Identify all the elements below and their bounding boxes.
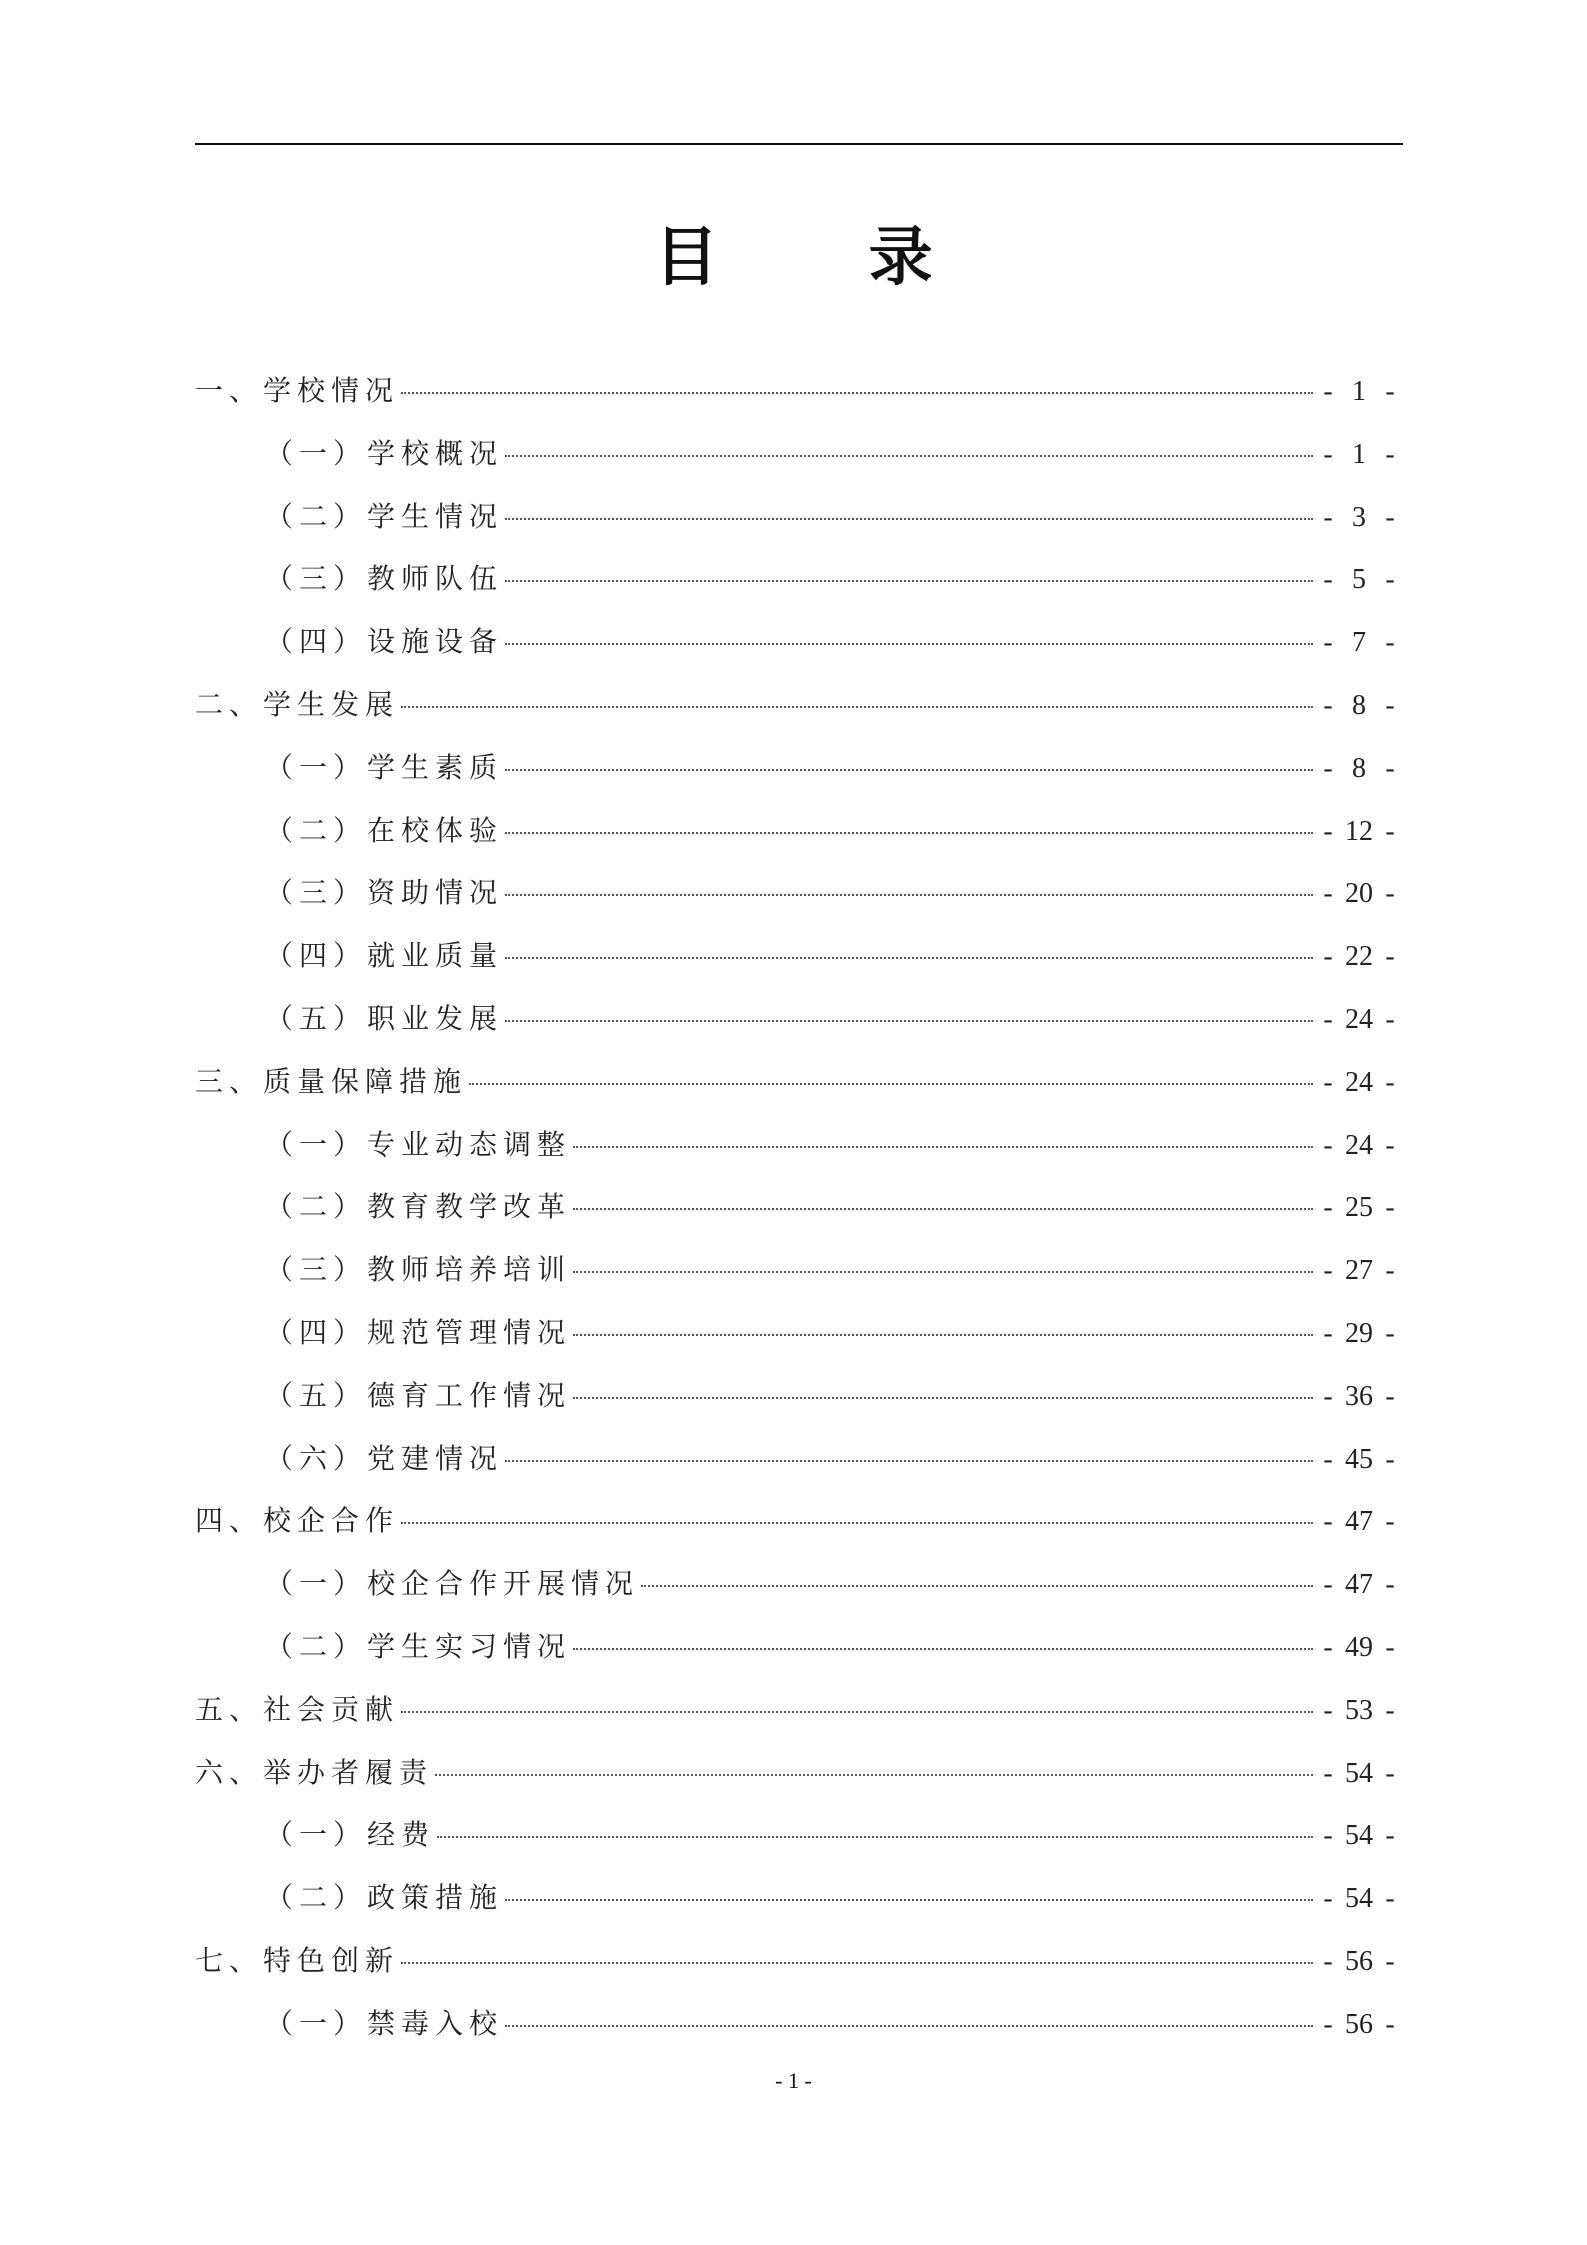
toc-dot-leader [401, 1522, 1313, 1524]
toc-entry-title: 三、质量保障措施 [195, 1064, 468, 1098]
page-dash-left: - [1323, 1883, 1333, 1915]
toc-page-number: 47 [1345, 1569, 1373, 1601]
toc-page-number: 5 [1352, 564, 1366, 596]
toc-page-ref [1315, 1429, 1403, 1492]
toc-page-ref [1315, 549, 1403, 612]
toc-dot-leader [505, 643, 1313, 645]
toc-subsection-entry[interactable] [195, 1365, 1403, 1428]
toc-entry-title: （一）学生素质 [265, 750, 504, 784]
toc-page-ref [1315, 1868, 1403, 1931]
page-dash-right: - [1385, 1506, 1395, 1538]
toc-page-number: 49 [1345, 1631, 1373, 1663]
page-dash-right: - [1385, 376, 1395, 407]
toc-dot-leader [573, 1271, 1313, 1273]
toc-entry-title: （一）禁毒入校 [265, 2006, 504, 2040]
page-dash-right: - [1385, 2008, 1395, 2040]
toc-page-ref [1315, 989, 1403, 1052]
page-dash-left: - [1323, 1694, 1333, 1726]
toc-subsection-entry[interactable] [195, 1302, 1403, 1365]
toc-page-number: 56 [1345, 1945, 1373, 1977]
toc-subsection-entry[interactable] [195, 1114, 1403, 1177]
toc-page-ref [1315, 1680, 1403, 1743]
page-dash-left: - [1323, 1443, 1333, 1475]
toc-dot-leader [505, 2025, 1313, 2027]
toc-entry-title: 二、学生发展 [195, 687, 400, 721]
toc-page-ref [1315, 926, 1403, 989]
toc-entry-title: 七、特色创新 [195, 1943, 400, 1977]
toc-entry-title: （二）学生实习情况 [265, 1629, 572, 1663]
header-rule [195, 143, 1403, 145]
toc-subsection-entry[interactable] [195, 486, 1403, 549]
page-dash-right: - [1385, 752, 1395, 784]
toc-page-number: 24 [1345, 1003, 1373, 1035]
toc-page-number: 20 [1345, 878, 1373, 910]
toc-section-entry[interactable] [195, 674, 1403, 737]
page-dash-left: - [1323, 1820, 1333, 1852]
toc-subsection-entry[interactable] [195, 988, 1403, 1051]
toc-dot-leader [435, 1774, 1313, 1776]
toc-page-number: 12 [1345, 815, 1373, 847]
page-dash-left: - [1323, 438, 1333, 470]
page-dash-left: - [1323, 501, 1333, 533]
toc-page-ref [1315, 424, 1403, 487]
toc-dot-leader [505, 580, 1313, 582]
page-dash-left: - [1323, 815, 1333, 847]
page-dash-right: - [1385, 689, 1395, 721]
toc-dot-leader [401, 1962, 1313, 1964]
toc-page-ref [1315, 1240, 1403, 1303]
toc-entry-title: （四）就业质量 [265, 939, 504, 973]
toc-page-number: 27 [1345, 1255, 1373, 1287]
toc-dot-leader [401, 706, 1313, 708]
toc-dot-leader [505, 1899, 1313, 1901]
toc-page-ref [1315, 1052, 1403, 1115]
toc-entry-title: （六）党建情况 [265, 1441, 504, 1475]
toc-page-ref [1315, 1366, 1403, 1429]
page-dash-left: - [1323, 1631, 1333, 1663]
page-dash-left: - [1323, 752, 1333, 784]
page-number-footer: - 1 - [775, 2068, 812, 2093]
toc-page-number: 24 [1345, 1129, 1373, 1161]
toc-page-ref [1315, 612, 1403, 675]
toc-page-ref [1315, 863, 1403, 926]
toc-entry-title: （三）教师队伍 [265, 562, 504, 596]
page-dash-right: - [1385, 1631, 1395, 1663]
page-dash-right: - [1385, 1192, 1395, 1224]
toc-dot-leader [573, 1146, 1313, 1148]
page-dash-right: - [1385, 1003, 1395, 1035]
toc-entry-title: （三）资助情况 [265, 876, 504, 910]
toc-subsection-entry[interactable] [195, 925, 1403, 988]
page-title: 目 录 [654, 221, 997, 295]
page-dash-right: - [1385, 1317, 1395, 1349]
toc-page-number: 36 [1345, 1380, 1373, 1412]
toc-page-ref [1315, 801, 1403, 864]
toc-entry-title: （一）专业动态调整 [265, 1127, 572, 1161]
page-dash-left: - [1323, 941, 1333, 973]
toc-page-number: 56 [1345, 2008, 1373, 2040]
page-dash-right: - [1385, 1883, 1395, 1915]
page-dash-left: - [1323, 689, 1333, 721]
page-dash-right: - [1385, 941, 1395, 973]
page-dash-right: - [1385, 1945, 1395, 1977]
toc-dot-leader [505, 957, 1313, 959]
toc-page-number: 8 [1352, 689, 1366, 721]
toc-dot-leader [401, 1711, 1313, 1713]
toc-page-number: 24 [1345, 1066, 1373, 1098]
toc-entry-title: （五）职业发展 [265, 1001, 504, 1035]
page-dash-right: - [1385, 501, 1395, 533]
toc-entry-title: （一）经费 [265, 1818, 436, 1852]
toc-dot-leader [505, 455, 1313, 457]
toc-subsection-entry[interactable] [195, 862, 1403, 925]
page-dash-left: - [1323, 564, 1333, 596]
page-dash-right: - [1385, 1694, 1395, 1726]
page-dash-left: - [1323, 1255, 1333, 1287]
page-dash-right: - [1385, 815, 1395, 847]
toc-page-number: 1 [1352, 376, 1366, 407]
toc-subsection-entry[interactable] [195, 1993, 1403, 2056]
toc-page-ref [1315, 1491, 1403, 1554]
toc-dot-leader [573, 1334, 1313, 1336]
toc-page-ref [1315, 1743, 1403, 1806]
toc-page-ref [1315, 361, 1403, 424]
toc-subsection-entry[interactable] [195, 1428, 1403, 1491]
toc-page-number: 1 [1352, 438, 1366, 470]
toc-page-number: 22 [1345, 941, 1373, 973]
toc-dot-leader [505, 894, 1313, 896]
page-dash-right: - [1385, 1820, 1395, 1852]
toc-page-number: 54 [1345, 1757, 1373, 1789]
page-dash-left: - [1323, 1192, 1333, 1224]
page-dash-left: - [1323, 1129, 1333, 1161]
toc-section-entry[interactable] [195, 360, 1403, 423]
toc-entry-title: （四）设施设备 [265, 625, 504, 659]
toc-dot-leader [573, 1648, 1313, 1650]
page-dash-left: - [1323, 1317, 1333, 1349]
toc-page-ref [1315, 1805, 1403, 1868]
toc-subsection-entry[interactable] [195, 1239, 1403, 1302]
toc-page-ref [1315, 1303, 1403, 1366]
toc-dot-leader [437, 1836, 1313, 1838]
page-dash-right: - [1385, 878, 1395, 910]
toc-subsection-entry[interactable] [195, 1553, 1403, 1616]
page-dash-right: - [1385, 1129, 1395, 1161]
toc-page-ref [1315, 1994, 1403, 2057]
toc-page-ref [1315, 738, 1403, 801]
toc-section-entry[interactable] [195, 1679, 1403, 1742]
toc-dot-leader [505, 832, 1313, 834]
toc-subsection-entry[interactable] [195, 548, 1403, 611]
toc-section-entry[interactable] [195, 1930, 1403, 1993]
toc-subsection-entry[interactable] [195, 1804, 1403, 1867]
toc-dot-leader [641, 1585, 1313, 1587]
toc-entry-title: （一）校企合作开展情况 [265, 1567, 640, 1601]
toc-page-number: 3 [1352, 501, 1366, 533]
toc-page-ref [1315, 1931, 1403, 1994]
page-dash-left: - [1323, 878, 1333, 910]
toc-dot-leader [505, 1020, 1313, 1022]
toc-page-number: 53 [1345, 1694, 1373, 1726]
page-dash-right: - [1385, 1443, 1395, 1475]
toc-dot-leader [401, 392, 1313, 394]
toc-entry-title: （二）学生情况 [265, 499, 504, 533]
page-dash-right: - [1385, 1757, 1395, 1789]
toc-subsection-entry[interactable] [195, 1867, 1403, 1930]
page-dash-right: - [1385, 1569, 1395, 1601]
toc-subsection-entry[interactable] [195, 1176, 1403, 1239]
toc-page-ref [1315, 1554, 1403, 1617]
page-dash-right: - [1385, 1066, 1395, 1098]
toc-page-ref [1315, 1617, 1403, 1680]
toc-page-ref [1315, 487, 1403, 550]
page-dash-left: - [1323, 1066, 1333, 1098]
toc-entry-title: （二）在校体验 [265, 813, 504, 847]
page-dash-left: - [1323, 1003, 1333, 1035]
toc-page-number: 54 [1345, 1820, 1373, 1852]
page-dash-left: - [1323, 1945, 1333, 1977]
table-of-contents [195, 360, 1403, 2056]
toc-page-number: 7 [1352, 627, 1366, 659]
page-dash-left: - [1323, 2008, 1333, 2040]
toc-page-number: 45 [1345, 1443, 1373, 1475]
toc-page-number: 8 [1352, 752, 1366, 784]
page-dash-left: - [1323, 627, 1333, 659]
toc-page-ref [1315, 675, 1403, 738]
toc-subsection-entry[interactable] [195, 800, 1403, 863]
page-dash-right: - [1385, 627, 1395, 659]
toc-dot-leader [573, 1397, 1313, 1399]
toc-page-ref [1315, 1115, 1403, 1178]
toc-page-ref [1315, 1177, 1403, 1240]
toc-section-entry[interactable] [195, 1490, 1403, 1553]
toc-dot-leader [505, 1460, 1313, 1462]
toc-entry-title: 五、社会贡献 [195, 1692, 400, 1726]
toc-page-number: 47 [1345, 1506, 1373, 1538]
toc-section-entry[interactable] [195, 1051, 1403, 1114]
page-dash-right: - [1385, 564, 1395, 596]
page-dash-right: - [1385, 438, 1395, 470]
page-dash-left: - [1323, 376, 1333, 407]
toc-subsection-entry[interactable] [195, 737, 1403, 800]
toc-page-number: 54 [1345, 1883, 1373, 1915]
toc-section-entry[interactable] [195, 1742, 1403, 1805]
page-dash-left: - [1323, 1757, 1333, 1789]
toc-dot-leader [505, 769, 1313, 771]
toc-dot-leader [469, 1083, 1313, 1085]
toc-dot-leader [573, 1208, 1313, 1210]
page-dash-right: - [1385, 1255, 1395, 1287]
toc-entry-title: 一、学校情况 [195, 374, 400, 407]
toc-entry-title: 六、举办者履责 [195, 1755, 434, 1789]
page-dash-right: - [1385, 1380, 1395, 1412]
toc-subsection-entry[interactable] [195, 611, 1403, 674]
toc-subsection-entry[interactable] [195, 1616, 1403, 1679]
page-dash-left: - [1323, 1506, 1333, 1538]
page-dash-left: - [1323, 1380, 1333, 1412]
toc-entry-title: （四）规范管理情况 [265, 1315, 572, 1349]
toc-entry-title: （二）教育教学改革 [265, 1190, 572, 1224]
toc-page-number: 29 [1345, 1317, 1373, 1349]
toc-entry-title: 四、校企合作 [195, 1504, 400, 1538]
toc-entry-title: （五）德育工作情况 [265, 1378, 572, 1412]
toc-entry-title: （三）教师培养培训 [265, 1253, 572, 1287]
toc-page-number: 25 [1345, 1192, 1373, 1224]
toc-subsection-entry[interactable] [195, 423, 1403, 486]
toc-entry-title: （二）政策措施 [265, 1881, 504, 1915]
toc-dot-leader [505, 518, 1313, 520]
toc-entry-title: （一）学校概况 [265, 436, 504, 470]
page-dash-left: - [1323, 1569, 1333, 1601]
